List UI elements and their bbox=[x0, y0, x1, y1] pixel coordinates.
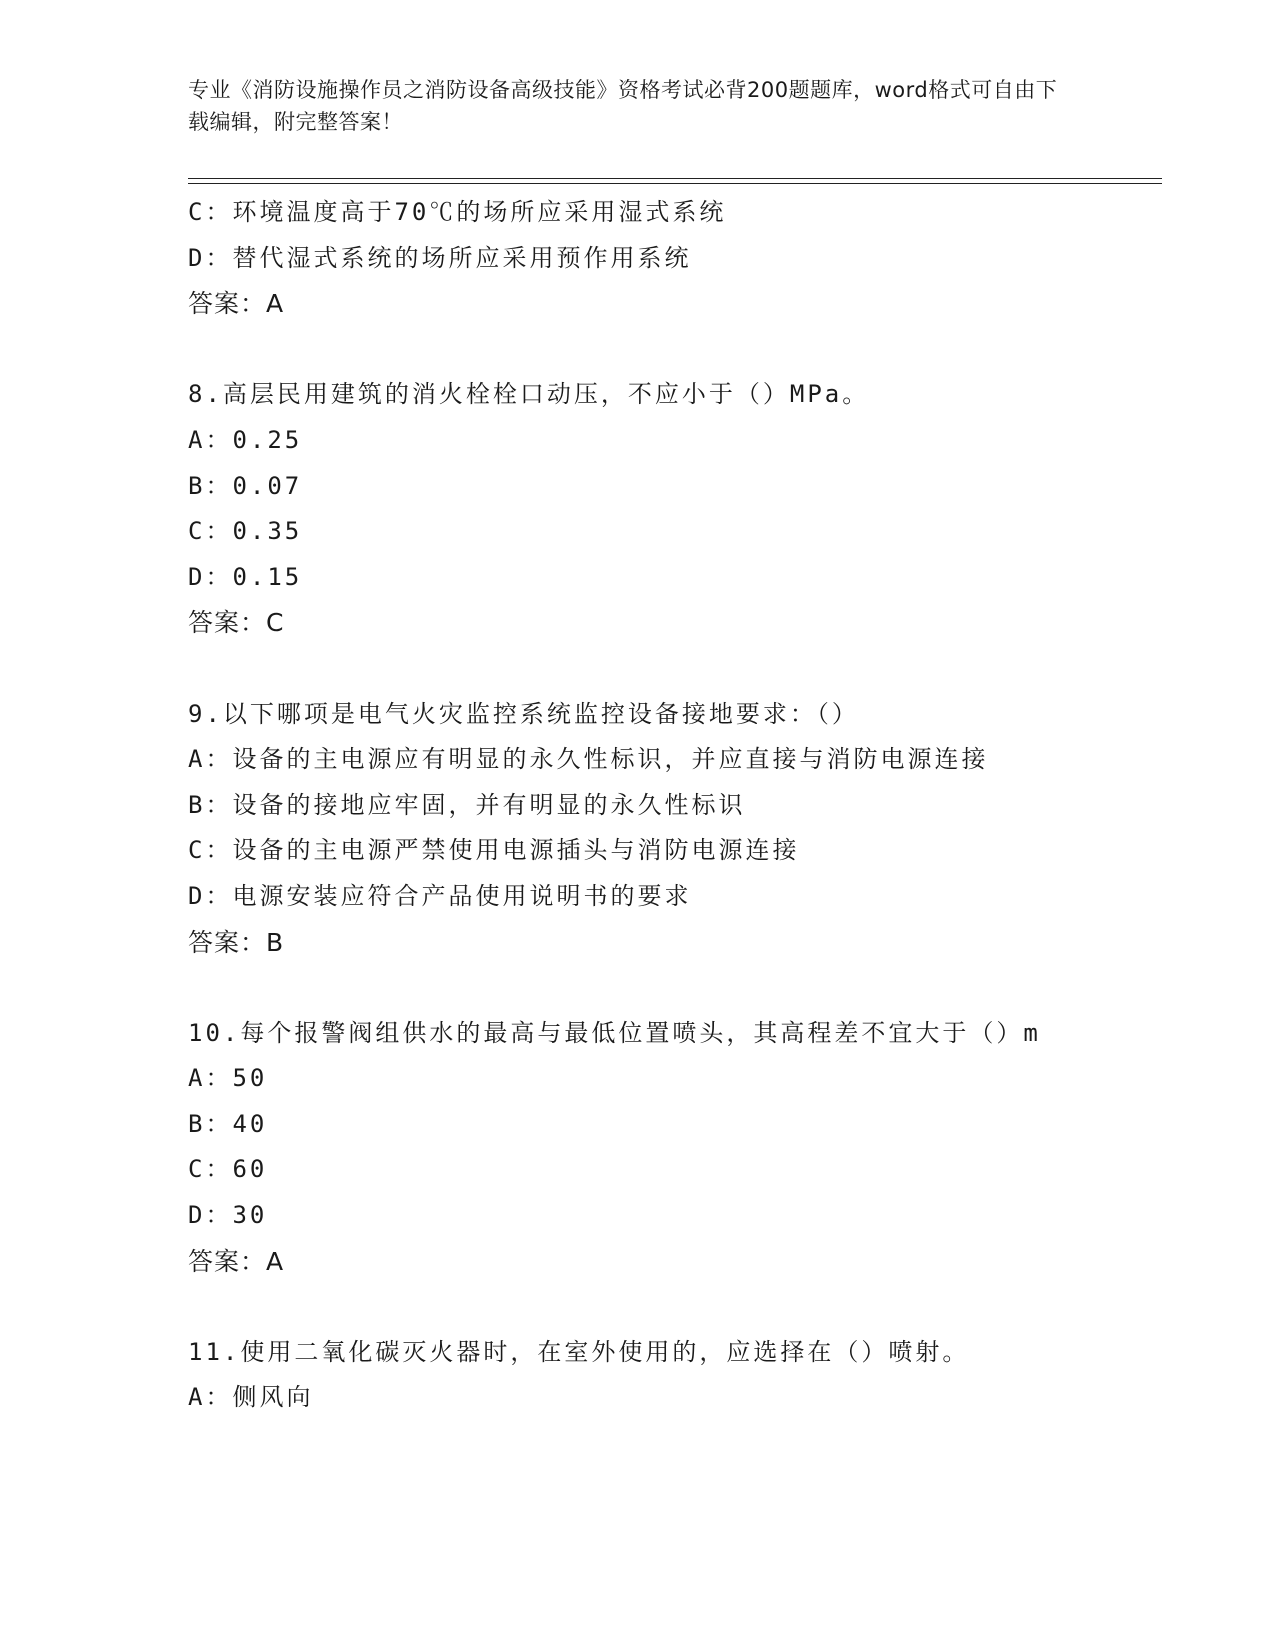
question-8 bbox=[188, 372, 1088, 646]
question-title: 10.每个报警阀组供水的最高与最低位置喷头，其高程差不宜大于（）m bbox=[188, 1018, 1041, 1047]
option-line: C：60 bbox=[188, 1155, 268, 1184]
option-line: C：环境温度高于70℃的场所应采用湿式系统 bbox=[188, 198, 727, 226]
answer-line: 答案：C bbox=[188, 608, 285, 638]
spacer bbox=[188, 965, 1088, 1011]
option-line: B：0.07 bbox=[188, 471, 303, 500]
header-divider-bottom bbox=[188, 183, 1162, 184]
spacer bbox=[188, 1284, 1088, 1330]
option-line: B：40 bbox=[188, 1109, 268, 1138]
option-line: D：0.15 bbox=[188, 562, 303, 591]
option-line: A：侧风向 bbox=[188, 1383, 314, 1412]
question-9 bbox=[188, 692, 1088, 966]
header-divider-top bbox=[188, 178, 1162, 179]
document-header: 专业《消防设施操作员之消防设备高级技能》资格考试必背200题题库，word格式可自由下载编辑，附完整答案！ bbox=[188, 78, 1058, 134]
answer-line: 答案：A bbox=[188, 1246, 285, 1276]
spacer bbox=[188, 327, 1088, 373]
question-title: 11.使用二氧化碳灭火器时，在室外使用的，应选择在（）喷射。 bbox=[188, 1337, 970, 1366]
question-10 bbox=[188, 1011, 1088, 1285]
option-line: D：电源安装应符合产品使用说明书的要求 bbox=[188, 881, 692, 910]
option-line: A：设备的主电源应有明显的永久性标识，并应直接与消防电源连接 bbox=[188, 745, 989, 774]
option-line: B：设备的接地应牢固，并有明显的永久性标识 bbox=[188, 790, 746, 819]
option-line: D：30 bbox=[188, 1201, 268, 1230]
answer-line: 答案：B bbox=[188, 927, 285, 957]
option-line: D：替代湿式系统的场所应采用预作用系统 bbox=[188, 243, 692, 272]
answer-line: 答案：A bbox=[188, 289, 285, 319]
question-11 bbox=[188, 1330, 1088, 1421]
option-line: C：设备的主电源严禁使用电源插头与消防电源连接 bbox=[188, 836, 800, 865]
question-title: 8.高层民用建筑的消火栓栓口动压，不应小于（）MPa。 bbox=[188, 380, 870, 409]
option-line: A：50 bbox=[188, 1064, 268, 1093]
question-list bbox=[188, 190, 1088, 1421]
option-line: A：0.25 bbox=[188, 425, 303, 454]
question-title: 9.以下哪项是电气火灾监控系统监控设备接地要求：（） bbox=[188, 699, 859, 728]
option-line: C：0.35 bbox=[188, 517, 303, 546]
spacer bbox=[188, 646, 1088, 692]
prev-question-block bbox=[188, 190, 1088, 327]
